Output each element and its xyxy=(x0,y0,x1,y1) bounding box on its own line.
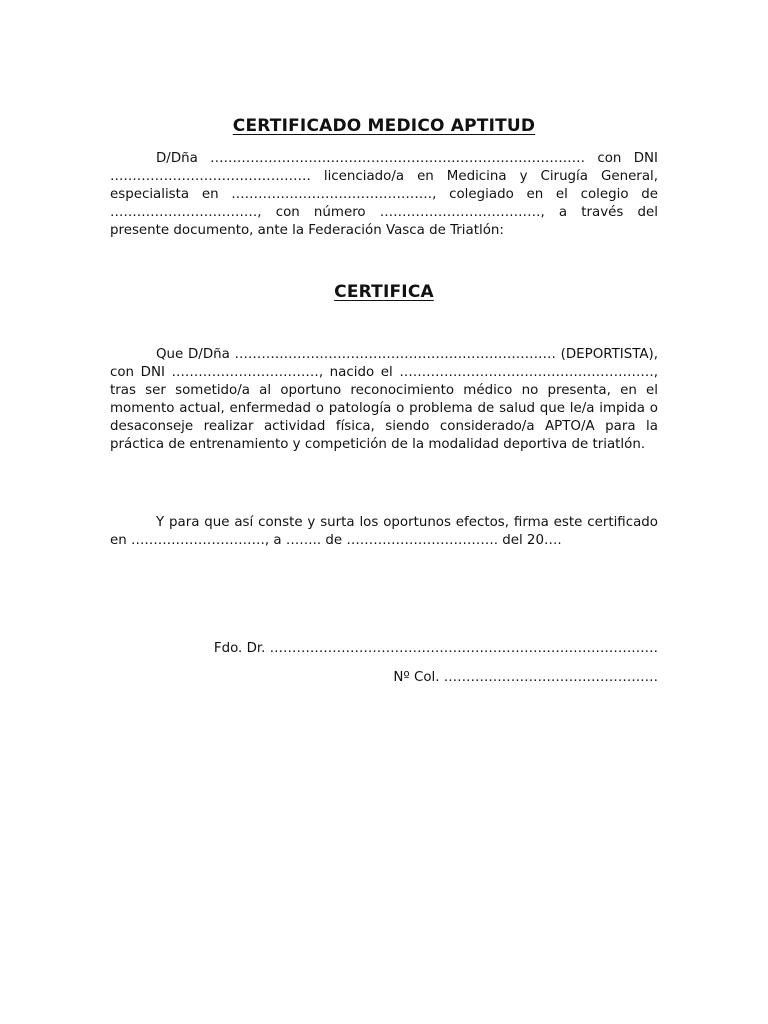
document-title: CERTIFICADO MEDICO APTITUD xyxy=(232,116,536,136)
colegiado-number-line: Nº Col. ………………………………………… xyxy=(393,670,658,685)
signature-line: Fdo. Dr. …………………………………………………………………………… xyxy=(213,641,658,656)
doctor-identification-paragraph: D/Dña ………………………………………………………………………… con DNI ……………………………………… licenciado/a en Medicina y Cirugía General, especialista en ………………………………………, colegiado en el colegio de ……………………………, con número ………………………………, a través del presente documento, ante la Federación Vasca de Triatlón: xyxy=(110,151,658,238)
athlete-certification-paragraph: Que D/Dña ……………………………………………………………… (DEPORTISTA), con DNI ……………………………, nacido el …………………………………………………, tras ser sometido/a al oportuno reconocimiento médico no presenta, en el momento actual, enfermedad o patología o problema de salud que le/a impida o desaconseje realizar actividad física, siendo considerado/a APTO/A para la práctica de entrenamiento y competición de la modalidad deportiva de triatlón. xyxy=(110,347,658,452)
closing-paragraph: Y para que así conste y surta los oportunos efectos, firma este certificado en …………………………, a …….. de ……………………………. del 20…. xyxy=(110,515,658,548)
certifica-heading: CERTIFICA xyxy=(334,282,434,302)
